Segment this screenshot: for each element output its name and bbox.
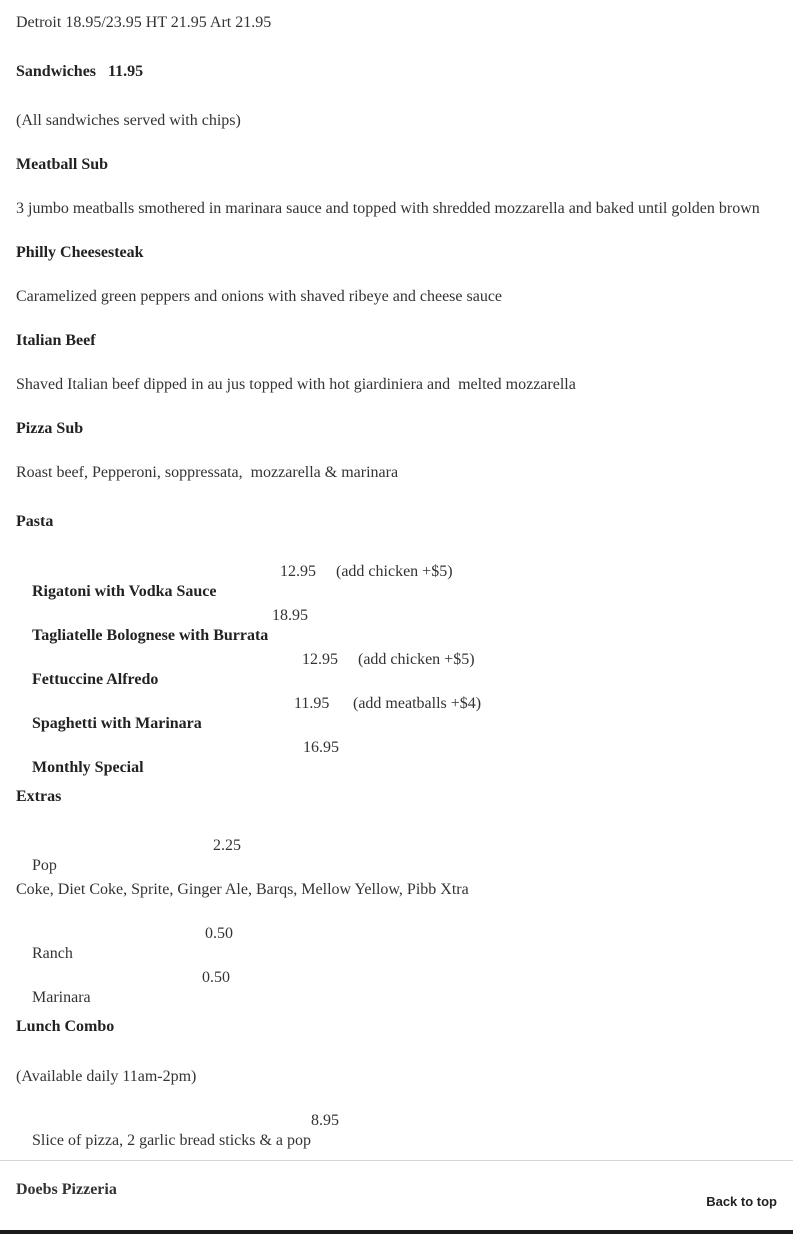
sandwiches-note: (All sandwiches served with chips) <box>16 112 241 129</box>
pasta-price-rigatoni: 12.95 <box>280 563 316 580</box>
sandwich-name-meatball-sub: Meatball Sub <box>16 156 109 173</box>
extras-price-pop: 2.25 <box>213 837 241 854</box>
sandwich-description-italian-beef: Shaved Italian beef dipped in au jus topped with hot giardiniera and melted mozzarella <box>16 376 576 393</box>
lunch-combo-price: 8.95 <box>311 1112 339 1129</box>
sandwich-description-pizza-sub: Roast beef, Pepperoni, soppressata, mozzarella & marinara <box>16 464 399 481</box>
sandwich-name-pizza-sub: Pizza Sub <box>16 420 84 437</box>
sandwich-name-italian-beef: Italian Beef <box>16 332 96 349</box>
sandwiches-heading <box>16 62 143 82</box>
back-to-top-link[interactable]: Back to top <box>706 1194 777 1209</box>
lunch-combo-note: (Available daily 11am-2pm) <box>16 1068 197 1085</box>
pasta-name-fettuccine: Fettuccine Alfredo <box>32 671 159 688</box>
lunch-combo-row <box>16 1111 516 1149</box>
extras-name-pop: Pop <box>32 857 57 874</box>
pizza-price-line: Detroit 18.95/23.95 HT 21.95 Art 21.95 <box>16 14 272 31</box>
pasta-name-monthly-special: Monthly Special <box>32 759 144 776</box>
pasta-name-tagliatelle: Tagliatelle Bolognese with Burrata <box>32 627 269 644</box>
pasta-price-tagliatelle: 18.95 <box>272 607 308 624</box>
extras-row-marinara <box>16 968 416 1006</box>
pasta-name-spaghetti: Spaghetti with Marinara <box>32 715 202 732</box>
site-footer <box>0 1160 793 1230</box>
lunch-combo-item: Slice of pizza, 2 garlic bread sticks & a pop <box>32 1132 312 1149</box>
pasta-row-tagliatelle <box>16 606 716 644</box>
extras-name-marinara: Marinara <box>32 989 91 1006</box>
pasta-price-spaghetti: 11.95 <box>294 695 330 712</box>
pasta-row-monthly-special <box>16 738 716 776</box>
bottom-bar <box>0 1230 793 1234</box>
pasta-heading: Pasta <box>16 513 54 530</box>
sandwiches-price: 11.95 <box>108 63 144 80</box>
sandwich-description-philly-cheesesteak: Caramelized green peppers and onions with shaved ribeye and cheese sauce <box>16 288 503 305</box>
footer-brand-name: Doebs Pizzeria <box>16 1181 117 1198</box>
lunch-combo-heading: Lunch Combo <box>16 1018 115 1035</box>
pasta-row-spaghetti <box>16 694 716 732</box>
extras-row-ranch <box>16 924 416 962</box>
extras-row-pop <box>16 836 416 874</box>
extras-price-ranch: 0.50 <box>205 925 233 942</box>
extras-heading: Extras <box>16 788 62 805</box>
sandwiches-heading-text: Sandwiches <box>16 63 97 80</box>
pasta-name-rigatoni: Rigatoni with Vodka Sauce <box>32 583 217 600</box>
pop-flavors: Coke, Diet Coke, Sprite, Ginger Ale, Barqs, Mellow Yellow, Pibb Xtra <box>16 881 469 898</box>
pasta-price-fettuccine: 12.95 <box>302 651 338 668</box>
sandwich-description-meatball-sub: 3 jumbo meatballs smothered in marinara sauce and topped with shredded mozzarella and baked until golden brown <box>16 200 760 217</box>
pasta-addon-fettuccine: (add chicken +$5) <box>358 651 475 668</box>
pasta-price-monthly-special: 16.95 <box>303 739 339 756</box>
extras-name-ranch: Ranch <box>32 945 73 962</box>
sandwich-name-philly-cheesesteak: Philly Cheesesteak <box>16 244 144 261</box>
pasta-row-rigatoni <box>16 562 716 600</box>
pasta-addon-spaghetti: (add meatballs +$4) <box>353 695 482 712</box>
extras-price-marinara: 0.50 <box>202 969 230 986</box>
pasta-row-fettuccine <box>16 650 716 688</box>
pasta-addon-rigatoni: (add chicken +$5) <box>336 563 453 580</box>
